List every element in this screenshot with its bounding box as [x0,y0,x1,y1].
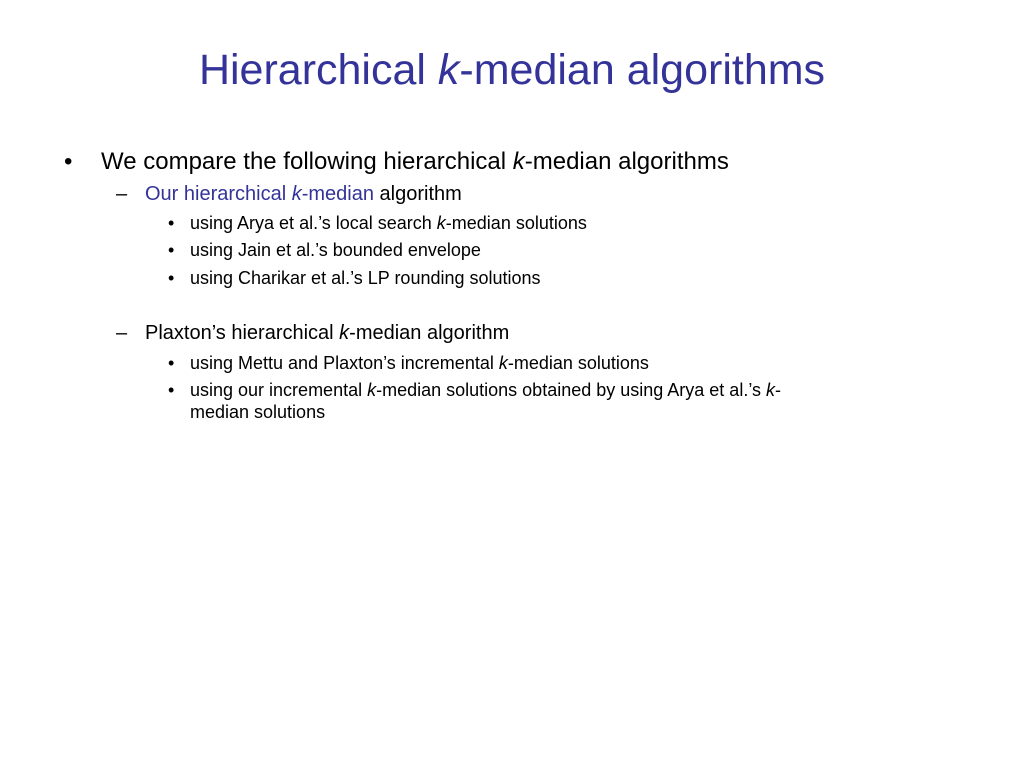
sub1-item-1-marker: • [168,213,175,233]
sub2-item-1-marker: • [168,353,175,373]
sub1-item-1-k: k [436,213,446,233]
sub-bullet-1-blue-k: k [291,183,302,205]
sub-bullet-2-pre: Plaxton’s hierarchical [145,322,340,344]
sub2-item-2-post: -median solutions obtained by using Arya et al.’s [376,380,766,400]
main-bullet-marker: • [64,148,73,175]
sub-bullet-1-text [145,182,462,206]
sub2-item-2-post2: - [775,380,781,400]
sub1-item-2-marker: • [168,240,175,260]
sub2-item-2-k2: k [766,380,775,400]
sub1-item-1-post: -median solutions [445,213,587,233]
main-bullet-post: -median algorithms [524,148,729,175]
sub2-item-2-marker: • [168,380,175,400]
title-text-pre: Hierarchical [198,46,438,94]
sub-bullet-1-marker: – [116,183,128,205]
title-k-variable: k [437,46,460,94]
main-bullet-k: k [512,148,525,175]
title-text-post: -median algorithms [459,46,826,94]
sub2-item-1-k: k [498,353,508,373]
sub-bullet-1-blue-post: -median [301,183,374,205]
main-bullet-text [101,148,729,176]
sub1-item-2-text: using Jain et al.’s bounded envelope [190,240,481,260]
sub-bullet-2-marker: – [116,322,128,344]
sub-bullet-1-post: algorithm [373,183,462,205]
sub2-item-2-text [190,379,781,401]
sub2-item-2-continuation: median solutions [190,402,326,422]
sub1-item-1-pre: using Arya et al.’s local search [190,213,437,233]
sub1-item-3-marker: • [168,268,175,288]
sub-bullet-2-text [145,321,509,345]
sub1-item-3-text: using Charikar et al.’s LP rounding solutions [190,268,541,288]
main-bullet-pre: We compare the following hierarchical [101,148,513,175]
sub-bullet-1-blue-pre: Our hierarchical [145,183,292,205]
sub-bullet-2-post: -median algorithm [349,322,510,344]
sub1-item-1-text [190,212,587,234]
sub-bullet-2-k: k [339,322,350,344]
sub2-item-1-pre: using Mettu and Plaxton’s incremental [190,353,499,373]
sub2-item-1-post: -median solutions [507,353,649,373]
sub2-item-1-text [190,352,649,374]
sub2-item-2-k: k [367,380,377,400]
sub2-item-2-pre: using our incremental [190,380,368,400]
